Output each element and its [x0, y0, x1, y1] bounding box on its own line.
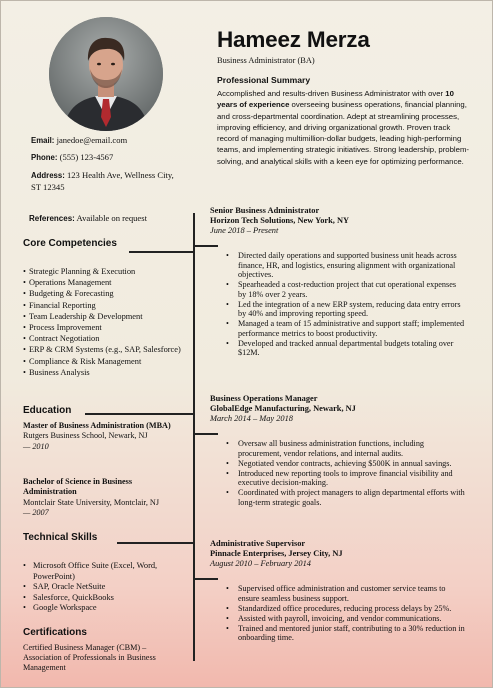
list-item: • Supervised office administration and customer service teams to ensure seamless business support.	[226, 584, 466, 603]
job-bullets	[226, 251, 466, 358]
summary-title: Professional Summary	[217, 75, 311, 85]
job-bullets	[226, 439, 466, 508]
list-item: • Financial Reporting	[23, 300, 188, 311]
technical-list	[23, 561, 188, 614]
competencies-connector	[129, 251, 194, 253]
school: Rutgers Business School, Newark, NJ	[23, 431, 148, 441]
list-item: • Strategic Planning & Execution	[23, 266, 188, 277]
summary-text	[217, 88, 473, 167]
list-item: • Directed daily operations and supported business unit heads across finance, HR, and logistics, ensuring alignment with organizational objectives.	[226, 251, 466, 280]
list-item: • Budgeting & Forecasting	[23, 288, 188, 299]
phone-row	[31, 151, 181, 163]
job-dates: August 2010 – February 2014	[210, 559, 311, 568]
job-header	[210, 394, 480, 424]
list-item: • Oversaw all business administration functions, including procurement, vendor relations, and internal audits.	[226, 439, 466, 458]
grad-year: — 2010	[23, 441, 49, 451]
education-title: Education	[23, 405, 72, 416]
job-title: Senior Business Administrator	[210, 206, 320, 215]
list-item: • Coordinated with project managers to align departmental efforts with long-term strategic goals.	[226, 488, 466, 507]
candidate-role: Business Administrator (BA)	[217, 56, 315, 65]
list-item: • SAP, Oracle NetSuite	[23, 582, 188, 593]
list-item: • Business Analysis	[23, 367, 188, 378]
job-company: Pinnacle Enterprises, Jersey City, NJ	[210, 549, 343, 558]
job-company: GlobalEdge Manufacturing, Newark, NJ	[210, 404, 356, 413]
list-item: • Led the integration of a new ERP system, reducing data entry errors by 40% and improving reporting speed.	[226, 300, 466, 319]
job-title: Business Operations Manager	[210, 394, 318, 403]
summary-text-start: Accomplished and results-driven Business Administrator with over	[217, 89, 446, 98]
job-connector	[194, 433, 218, 435]
certifications-title: Certifications	[23, 627, 87, 638]
list-item: • Spearheaded a cost-reduction project that cut operational expenses by 18% over 2 years.	[226, 280, 466, 299]
degree: Bachelor of Science in Business Administration	[23, 477, 133, 497]
job-title: Administrative Supervisor	[210, 539, 306, 548]
job-bullets	[226, 584, 466, 643]
list-item: • Trained and mentored junior staff, contributing to a 30% reduction in onboarding time.	[226, 624, 466, 643]
competencies-title: Core Competencies	[23, 238, 117, 249]
list-item: • Standardized office procedures, reducing process delays by 25%.	[226, 604, 466, 614]
list-item: • Assisted with payroll, invoicing, and vendor communications.	[226, 614, 466, 624]
profile-photo	[49, 17, 163, 131]
list-item: • Team Leadership & Development	[23, 311, 188, 322]
email-value: janedoe@email.com	[56, 135, 128, 145]
list-item: • Microsoft Office Suite (Excel, Word, PowerPoint)	[23, 561, 188, 582]
list-item: • Compliance & Risk Management	[23, 356, 188, 367]
summary-text-end: overseeing business operations, financial planning, and cross-departmental coordination. Adept at streamlining processes, improving efficiency, and driving organizational growth. Proven track record of managing multimillion-dollar budgets, leading high-performing teams, and implementing strategic initiatives. Strong leadership, problem-solving, and analytical skills with a keen eye for optimizing performance.	[217, 100, 469, 166]
address-row	[31, 169, 181, 194]
list-item: • Google Workspace	[23, 603, 188, 614]
list-item: • Developed and tracked annual departmental budgets totaling over $12M.	[226, 339, 466, 358]
technical-title: Technical Skills	[23, 532, 98, 543]
references-row	[29, 213, 179, 223]
email-row	[31, 134, 181, 146]
timeline-line	[193, 213, 195, 661]
phone-value: (555) 123-4567	[59, 152, 114, 163]
references-label: References:	[29, 214, 75, 223]
list-item: • Contract Negotiation	[23, 333, 188, 344]
address-value: 123 Health Ave, Wellness City, ST 12345	[31, 169, 174, 193]
email-label: Email:	[31, 136, 55, 145]
job-header	[210, 539, 480, 569]
list-item: • Operations Management	[23, 277, 188, 288]
education-connector	[85, 413, 194, 415]
job-dates: March 2014 – May 2018	[210, 414, 293, 423]
technical-connector	[117, 542, 194, 544]
certification-text: Certified Business Manager (CBM) – Association of Professionals in Business Management	[23, 643, 156, 673]
job-connector	[194, 578, 218, 580]
list-item: • Managed a team of 15 administrative and support staff; implemented performance metrics to boost productivity.	[226, 319, 466, 338]
job-dates: June 2018 – Present	[210, 226, 279, 235]
competencies-list	[23, 266, 188, 378]
references-value: Available on request	[76, 213, 147, 223]
job-connector	[194, 245, 218, 247]
job-header	[210, 206, 480, 236]
list-item: • Process Improvement	[23, 322, 188, 333]
degree: Master of Business Administration (MBA)	[23, 421, 171, 430]
education-item	[23, 421, 183, 452]
list-item: • ERP & CRM Systems (e.g., SAP, Salesforce)	[23, 344, 188, 355]
job-company: Horizon Tech Solutions, New York, NY	[210, 216, 350, 225]
school: Montclair State University, Montclair, NJ	[23, 497, 160, 507]
list-item: • Introduced new reporting tools to improve financial visibility and executive decision-making.	[226, 469, 466, 488]
list-item: • Negotiated vendor contracts, achieving $500K in annual savings.	[226, 459, 466, 469]
list-item: • Salesforce, QuickBooks	[23, 593, 188, 604]
summary-text-highlight: 10 years of experience	[217, 89, 454, 110]
education-item	[23, 477, 183, 518]
phone-label: Phone:	[31, 153, 58, 163]
grad-year: — 2007	[23, 507, 49, 517]
address-label: Address:	[31, 170, 65, 180]
contact-block	[31, 134, 181, 199]
candidate-name: Hameez Merza	[217, 27, 370, 52]
